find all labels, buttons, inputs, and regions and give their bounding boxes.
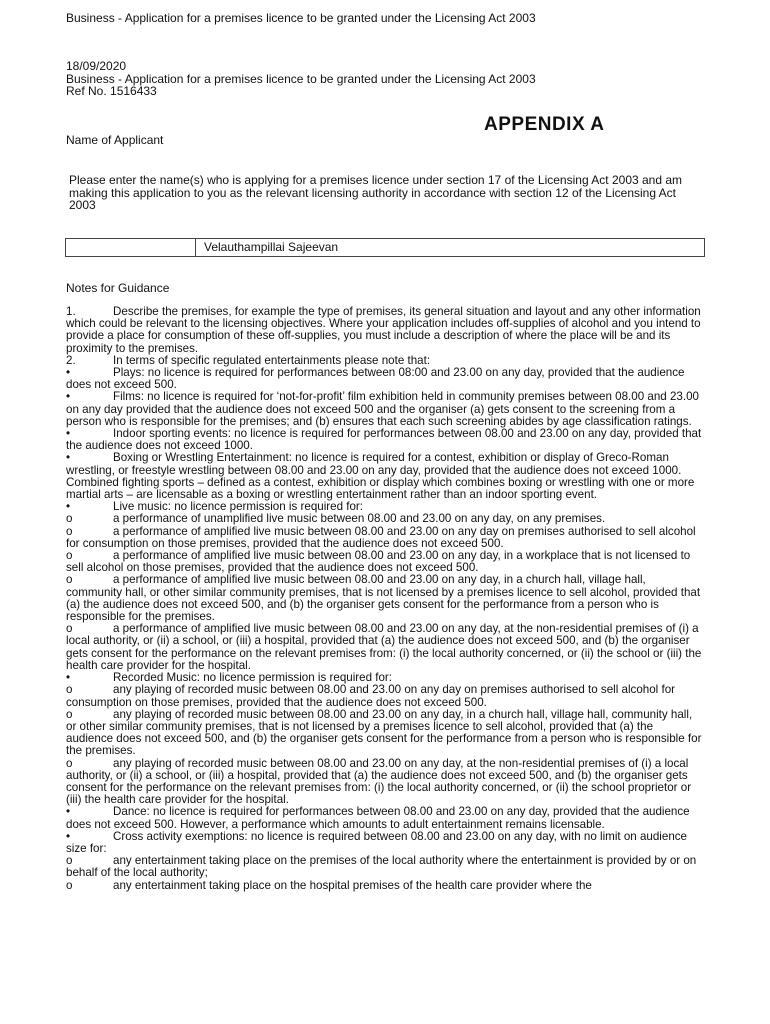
notes-item-text: Dance: no licence is required for performances between 08.00 and 23.00 on any day, provided that the audience does not exceed 500. However, a performance which amounts to adult entertainment remains licensable.	[66, 805, 690, 831]
notes-item-marker: •	[66, 451, 71, 465]
appendix-heading: APPENDIX A	[484, 114, 605, 135]
notes-item	[66, 709, 702, 758]
notes-item-text: Cross activity exemptions: no licence is required between 08.00 and 23.00 on any day, with no limit on audience size for:	[66, 829, 688, 855]
notes-item	[66, 574, 702, 623]
notes-item-marker: o	[66, 524, 73, 538]
notes-item	[66, 855, 702, 879]
notes-item-text: a performance of amplified live music between 08.00 and 23.00 on any day, in a church hall, village hall, community hall, or other similar community premises, that is not licensed by a premises licence to sell alcohol, provided that (a) the audience does not exceed 500, and (b) the organiser gets consent for the performance from a person who is responsible for the premises.	[66, 573, 701, 624]
notes-item-marker: o	[66, 707, 73, 721]
notes-item-marker: •	[66, 427, 71, 441]
meta-subject: Business - Application for a premises licence to be granted under the Licensing Act 2003	[66, 71, 536, 86]
notes-item-marker: o	[66, 573, 73, 587]
notes-item-marker: o	[66, 683, 73, 697]
notes-item	[66, 831, 702, 855]
notes-item	[66, 806, 702, 830]
notes-item	[66, 550, 702, 574]
notes-item-marker: o	[66, 756, 73, 770]
notes-item-marker: o	[66, 549, 73, 563]
notes-item-text: any playing of recorded music between 08.00 and 23.00 on any day on premises authorised to sell alcohol for consumption on those premises, provided that the audience does not exceed 500.	[66, 683, 676, 709]
notes-item-text: In terms of specific regulated entertainments please note that:	[113, 353, 431, 367]
notes-item	[66, 758, 702, 807]
notes-item-marker: 1.	[66, 306, 76, 318]
notes-item-marker: •	[66, 390, 71, 404]
notes-item-marker: o	[66, 622, 73, 636]
applicant-label: Name of Applicant	[66, 133, 164, 147]
notes-item-marker: •	[66, 671, 71, 685]
meta-date: 18/09/2020	[66, 59, 127, 73]
notes-item-text: any playing of recorded music between 08.00 and 23.00 on any day, in a church hall, village hall, community hall, or other similar community premises, that is not licensed by a premises licence to sell alcohol, provided that (a) the audience does not exceed 500, and (b) the organiser gets consent for the performance from a person who is responsible for the premises.	[66, 707, 702, 758]
notes-item	[66, 428, 702, 452]
notes-item-text: any entertainment taking place on the premises of the local authority where the entertainment is provided by or on behalf of the local authority;	[66, 854, 697, 880]
notes-item-text: Describe the premises, for example the type of premises, its general situation and layout and any other information which could be relevant to the licensing objectives. Where your application includes off-supplies of alcohol and you intend to provide a place for consumption of these off-supplies, you must include a description of where the place will be and its proximity to the premises.	[66, 306, 701, 355]
notes-item-text: any entertainment taking place on the hospital premises of the health care provider where the	[113, 878, 592, 892]
meta-ref: Ref No. 1516433	[66, 84, 157, 98]
notes-item-marker: •	[66, 829, 71, 843]
notes-item-marker: o	[66, 512, 73, 526]
notes-title: Notes for Guidance	[66, 281, 170, 295]
notes-item	[66, 391, 702, 428]
notes-item-text: a performance of unamplified live music between 08.00 and 23.00 on any day, on any premises.	[113, 512, 606, 526]
document-meta	[66, 60, 536, 98]
notes-body	[66, 306, 702, 930]
notes-item	[66, 880, 702, 892]
notes-item-text: Live music: no licence permission is required for:	[113, 500, 364, 514]
notes-item-marker: o	[66, 878, 73, 892]
notes-item-marker: •	[66, 500, 71, 514]
notes-item-text: Plays: no licence is required for performances between 08:00 and 23.00 on any day, provided that the audience does not exceed 500.	[66, 366, 685, 392]
applicant-name-value: Velauthampillai Sajeevan	[204, 240, 339, 254]
notes-item	[66, 306, 702, 355]
notes-item-text: Films: no licence is required for ‘not-for-profit’ film exhibition held in community premises between 08.00 and 23.00 on any day provided that the audience does not exceed 500 and the organiser (a) gets consent to the screening from a person who is responsible for the premises; and (b) ensures that each such screening abides by age classification ratings.	[66, 390, 699, 428]
notes-item-marker: o	[66, 854, 73, 868]
applicant-name-blank-cell	[66, 239, 196, 256]
applicant-name-table	[65, 238, 705, 257]
notes-item-text: Recorded Music: no licence permission is required for:	[113, 671, 393, 685]
notes-item-text: a performance of amplified live music between 08.00 and 23.00 on any day on premises authorised to sell alcohol for consumption on those premises, provided that the audience does not exceed 500.	[66, 524, 696, 550]
notes-item-text: a performance of amplified live music between 08.00 and 23.00 on any day, at the non-residential premises of (i) a local authority, or (ii) a school, or (iii) a hospital, provided that (a) the audience does not exceed 500, and (b) the organiser gets consent for the performance on the relevant premises from: (i) the local authority concerned, or (ii) the school or (iii) the health care provider for the hospital.	[66, 622, 702, 672]
page-header: Business - Application for a premises licence to be granted under the Licensing Act 2003	[66, 11, 536, 25]
notes-item	[66, 684, 702, 708]
notes-item-text: Indoor sporting events: no licence is required for performances between 08.00 and 23.00 on any day, provided that the audience does not exceed 1000.	[66, 427, 702, 453]
notes-item-text: a performance of amplified live music between 08.00 and 23.00 on any day, in a workplace that is not licensed to sell alcohol on those premises, provided that the audience does not exceed 500.	[66, 549, 691, 575]
notes-item	[66, 526, 702, 550]
notes-item-marker: •	[66, 805, 71, 819]
notes-item-marker: 2.	[66, 353, 76, 367]
notes-item	[66, 367, 702, 391]
notes-item-text: any playing of recorded music between 08.00 and 23.00 on any day, at the non-residential premises of (i) a local authority, or (ii) a school, or (iii) a hospital, provided that (a) the audience does not exceed 500, and (b) the organiser gets consent for the performance on the relevant premises from: (i) the local authority concerned, or (ii) the school proprietor or (iii) the health care provider for the hospital.	[66, 756, 692, 807]
notes-item-marker: •	[66, 366, 71, 380]
notes-item	[66, 623, 702, 672]
notes-item	[66, 452, 702, 501]
applicant-instruction: Please enter the name(s) who is applying for a premises licence under section 17 of the Licensing Act 2003 and am making this application to you as the relevant licensing authority in accordance with section 12 of the Licensing Act 2003	[69, 173, 683, 212]
notes-item-text: Boxing or Wrestling Entertainment: no licence is required for a contest, exhibition or display of Greco-Roman wrestling, or freestyle wrestling between 08.00 and 23.00 on any day, provided that the audience does not exceed 1000. Combined fighting sports – defined as a contest, exhibition or display which combines boxing or wrestling with one or more martial arts – are licensable as a boxing or wrestling entertainment rather than an indoor sporting event.	[66, 451, 695, 502]
